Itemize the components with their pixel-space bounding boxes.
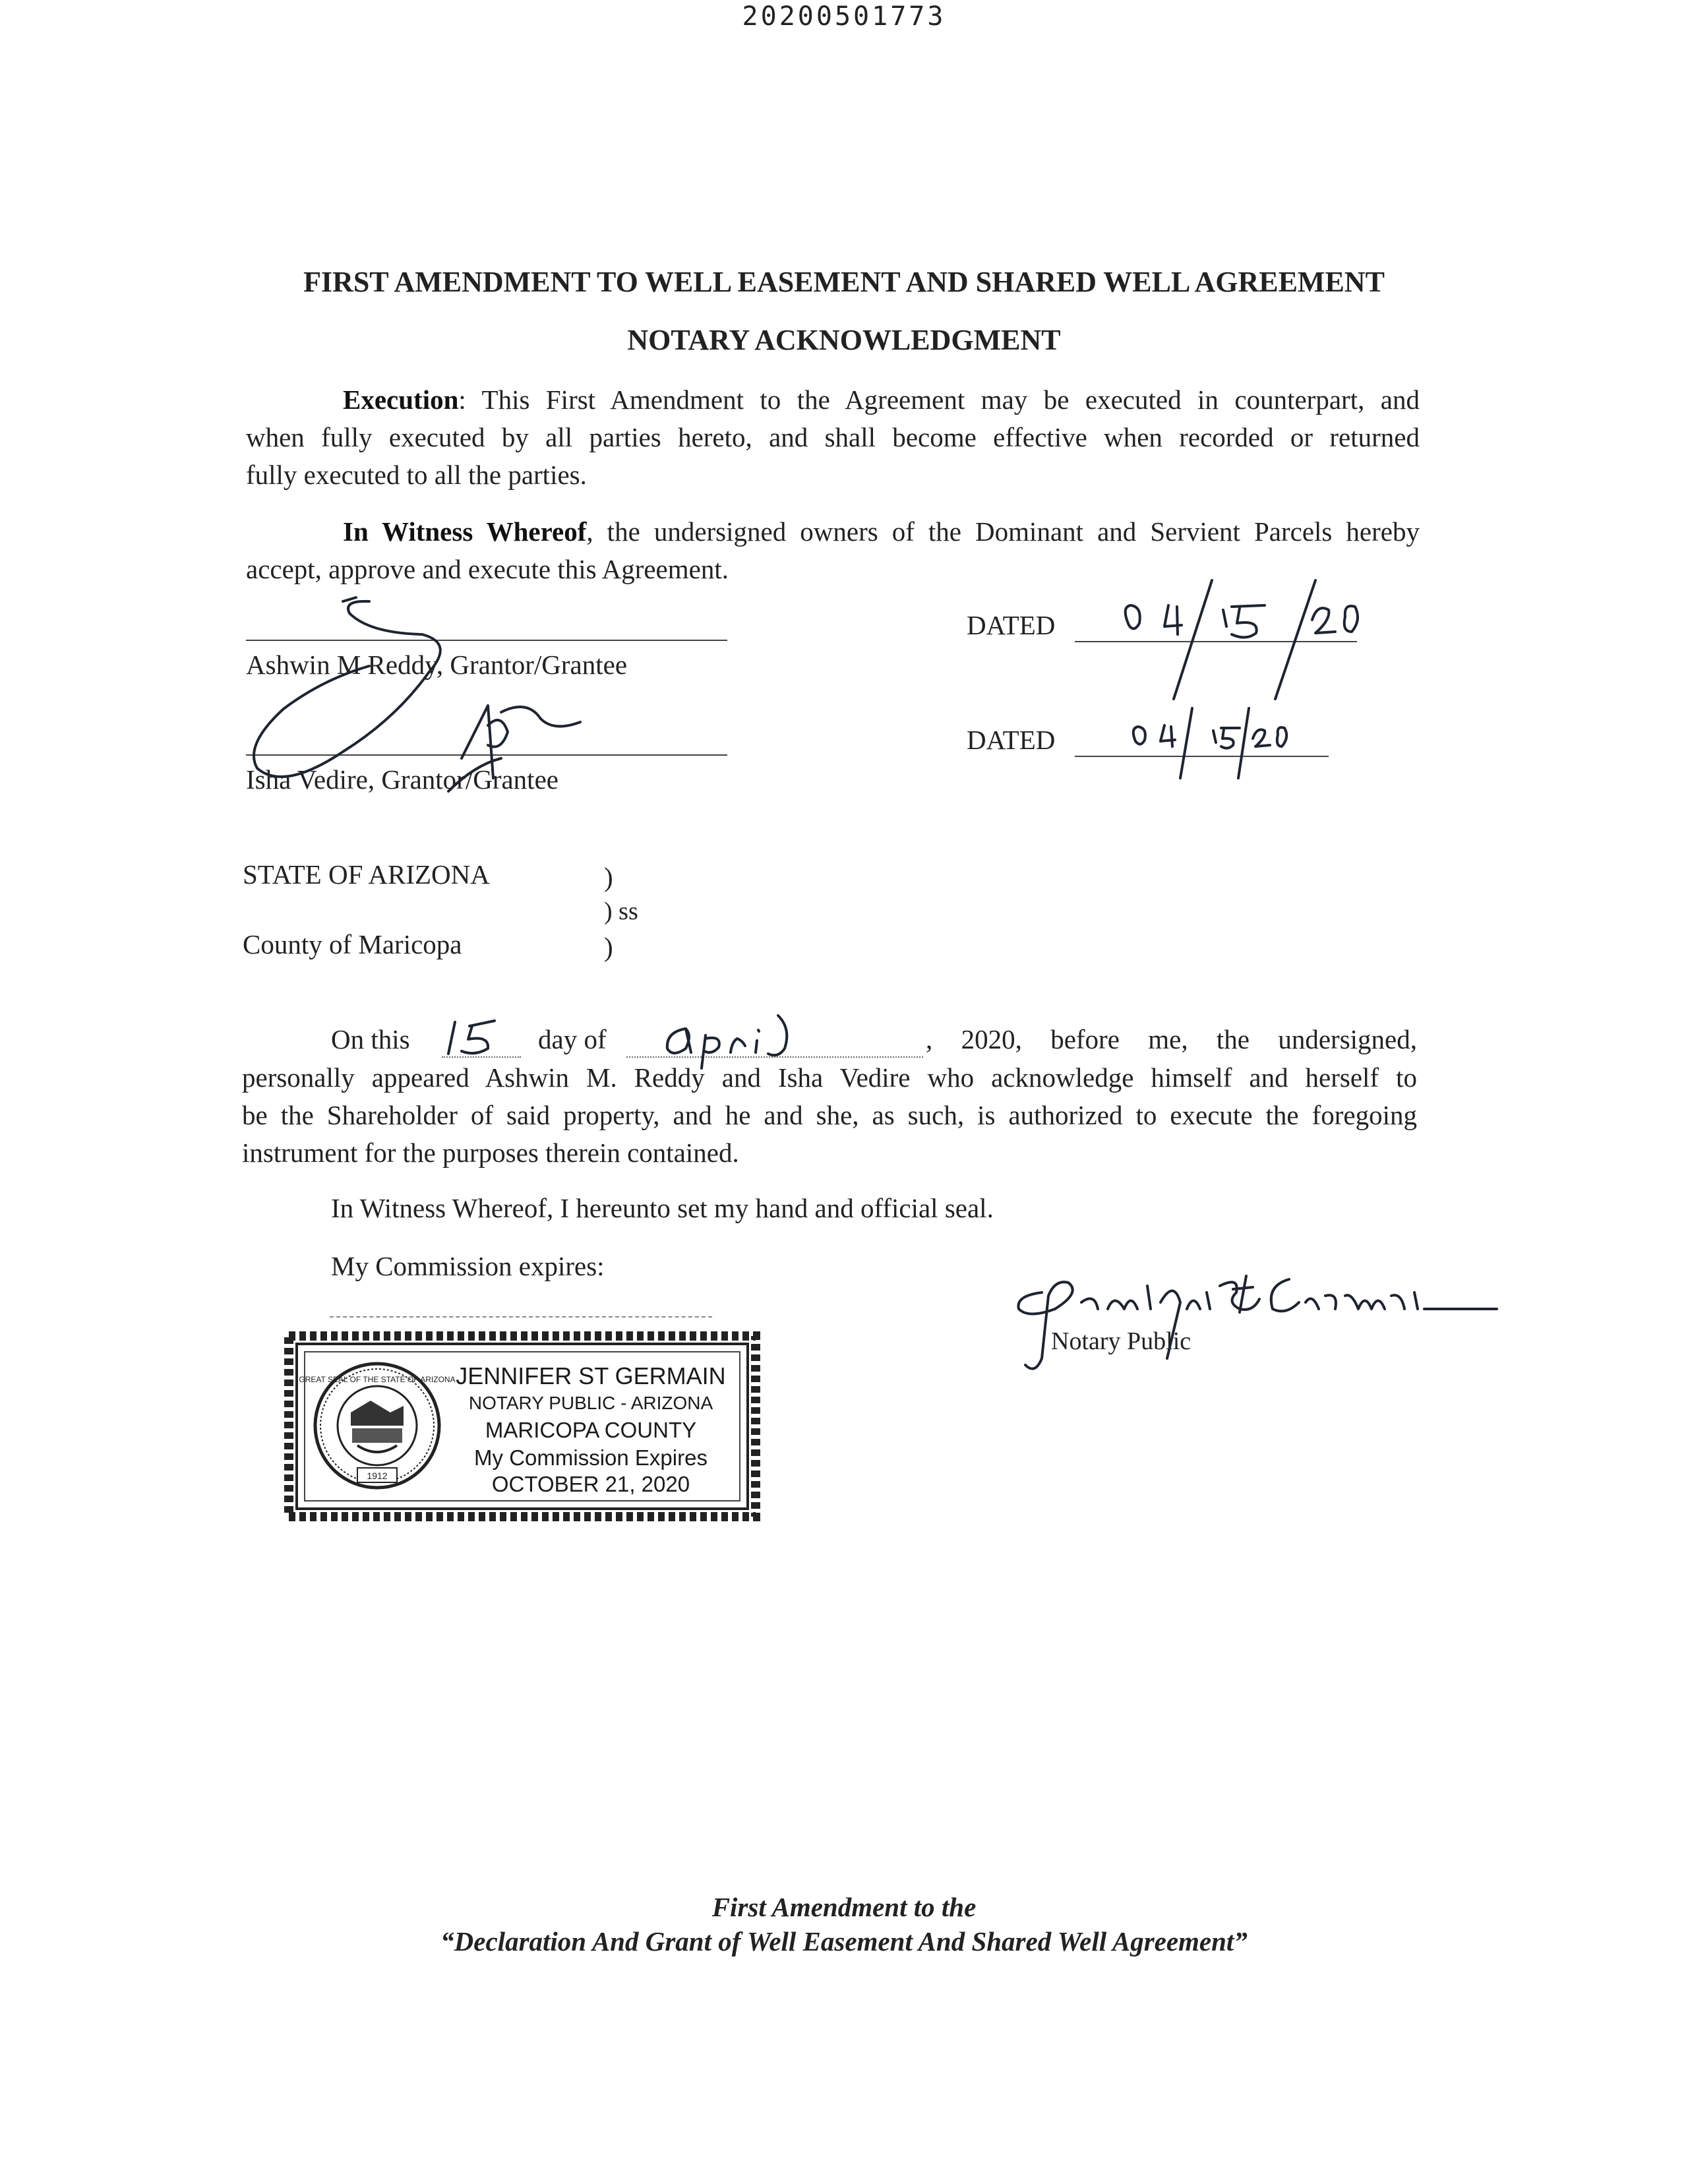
execution-line-2: when fully executed by all parties hereto, and shall become effective when recorded or returned <box>246 422 1420 452</box>
ack-month-line <box>626 1056 923 1058</box>
ack-day-of: day of <box>538 1024 607 1054</box>
document-subtitle: NOTARY ACKNOWLEDGMENT <box>627 324 1061 356</box>
signatory-name-2: Isha Vedire, Grantor/Grantee <box>246 764 558 795</box>
footer-line-1: First Amendment to the <box>711 1892 977 1922</box>
signature-line-1 <box>246 640 727 641</box>
dated-line-2 <box>1075 756 1329 757</box>
execution-label: Execution <box>343 384 459 415</box>
arizona-seal-icon <box>299 1360 456 1492</box>
stamp-expires-label: My Commission Expires <box>474 1445 708 1470</box>
ack-day-line <box>442 1056 521 1058</box>
ack-day-value <box>448 1021 495 1054</box>
ack-on-this: On this <box>331 1024 410 1054</box>
dated-line-1 <box>1075 641 1357 642</box>
ack-line-4: instrument for the purposes therein contained. <box>242 1138 739 1168</box>
venue-paren-bottom: ) <box>604 932 613 962</box>
notary-witness-line: In Witness Whereof, I hereunto set my hand and official seal. <box>331 1193 994 1223</box>
venue-paren-top: ) <box>604 862 613 892</box>
document-title: FIRST AMENDMENT TO WELL EASEMENT AND SHARED WELL AGREEMENT <box>303 266 1385 298</box>
execution-text-1: : This First Amendment to the Agreement may be executed in counterpart, and <box>458 384 1420 415</box>
seal-top-text: GREAT SEAL OF THE STATE OF ARIZONA <box>299 1375 456 1384</box>
execution-line-1 <box>246 381 1420 419</box>
stamp-county: MARICOPA COUNTY <box>485 1418 697 1442</box>
signature-line-2 <box>246 754 727 756</box>
venue-state: STATE OF ARIZONA <box>243 859 490 890</box>
stamp-text-block <box>439 1362 742 1494</box>
notary-stamp <box>287 1335 757 1518</box>
footer-line-2: “Declaration And Grant of Well Easement And Shared Well Agreement” <box>440 1926 1248 1957</box>
ack-line-3: be the Shareholder of said property, and he and she, as such, is authorized to execute the foregoing <box>242 1100 1417 1130</box>
venue-ss: ) ss <box>604 897 638 925</box>
witness-text-1: , the undersigned owners of the Dominant and Servient Parcels hereby <box>586 516 1420 547</box>
stamp-name: JENNIFER ST GERMAIN <box>456 1362 726 1389</box>
execution-paragraph <box>246 381 1420 494</box>
dated-label-1: DATED <box>967 610 1056 640</box>
ack-line-1-end <box>926 1021 1417 1058</box>
venue-county: County of Maricopa <box>243 929 462 959</box>
dated-value-2 <box>1133 708 1286 778</box>
ack-paragraph <box>242 1059 1417 1172</box>
ack-line-2: personally appeared Ashwin M. Reddy and Isha Vedire who acknowledge himself and herself to <box>242 1062 1417 1093</box>
notary-public-label: Notary Public <box>1051 1327 1191 1355</box>
witness-line-1 <box>246 513 1420 551</box>
stamp-title: NOTARY PUBLIC - ARIZONA <box>468 1393 713 1413</box>
document-number: 20200501773 <box>742 1 946 32</box>
commission-line <box>330 1316 712 1318</box>
witness-paragraph <box>246 513 1420 588</box>
witness-line-2: accept, approve and execute this Agreement. <box>246 554 729 584</box>
signature-ashwin <box>254 601 440 777</box>
signatory-name-1: Ashwin M Reddy, Grantor/Grantee <box>246 650 628 680</box>
dated-value-1 <box>1126 580 1358 699</box>
dated-label-2: DATED <box>967 725 1056 755</box>
ack-year-text: , 2020, before me, the undersigned, <box>926 1024 1417 1054</box>
stamp-expires-date: OCTOBER 21, 2020 <box>491 1472 690 1496</box>
execution-line-3: fully executed to all the parties. <box>246 460 587 490</box>
witness-label: In Witness Whereof <box>343 516 587 547</box>
seal-year: 1912 <box>367 1471 388 1481</box>
signature-ashwin-tail <box>343 597 356 601</box>
commission-label: My Commission expires: <box>331 1251 605 1281</box>
